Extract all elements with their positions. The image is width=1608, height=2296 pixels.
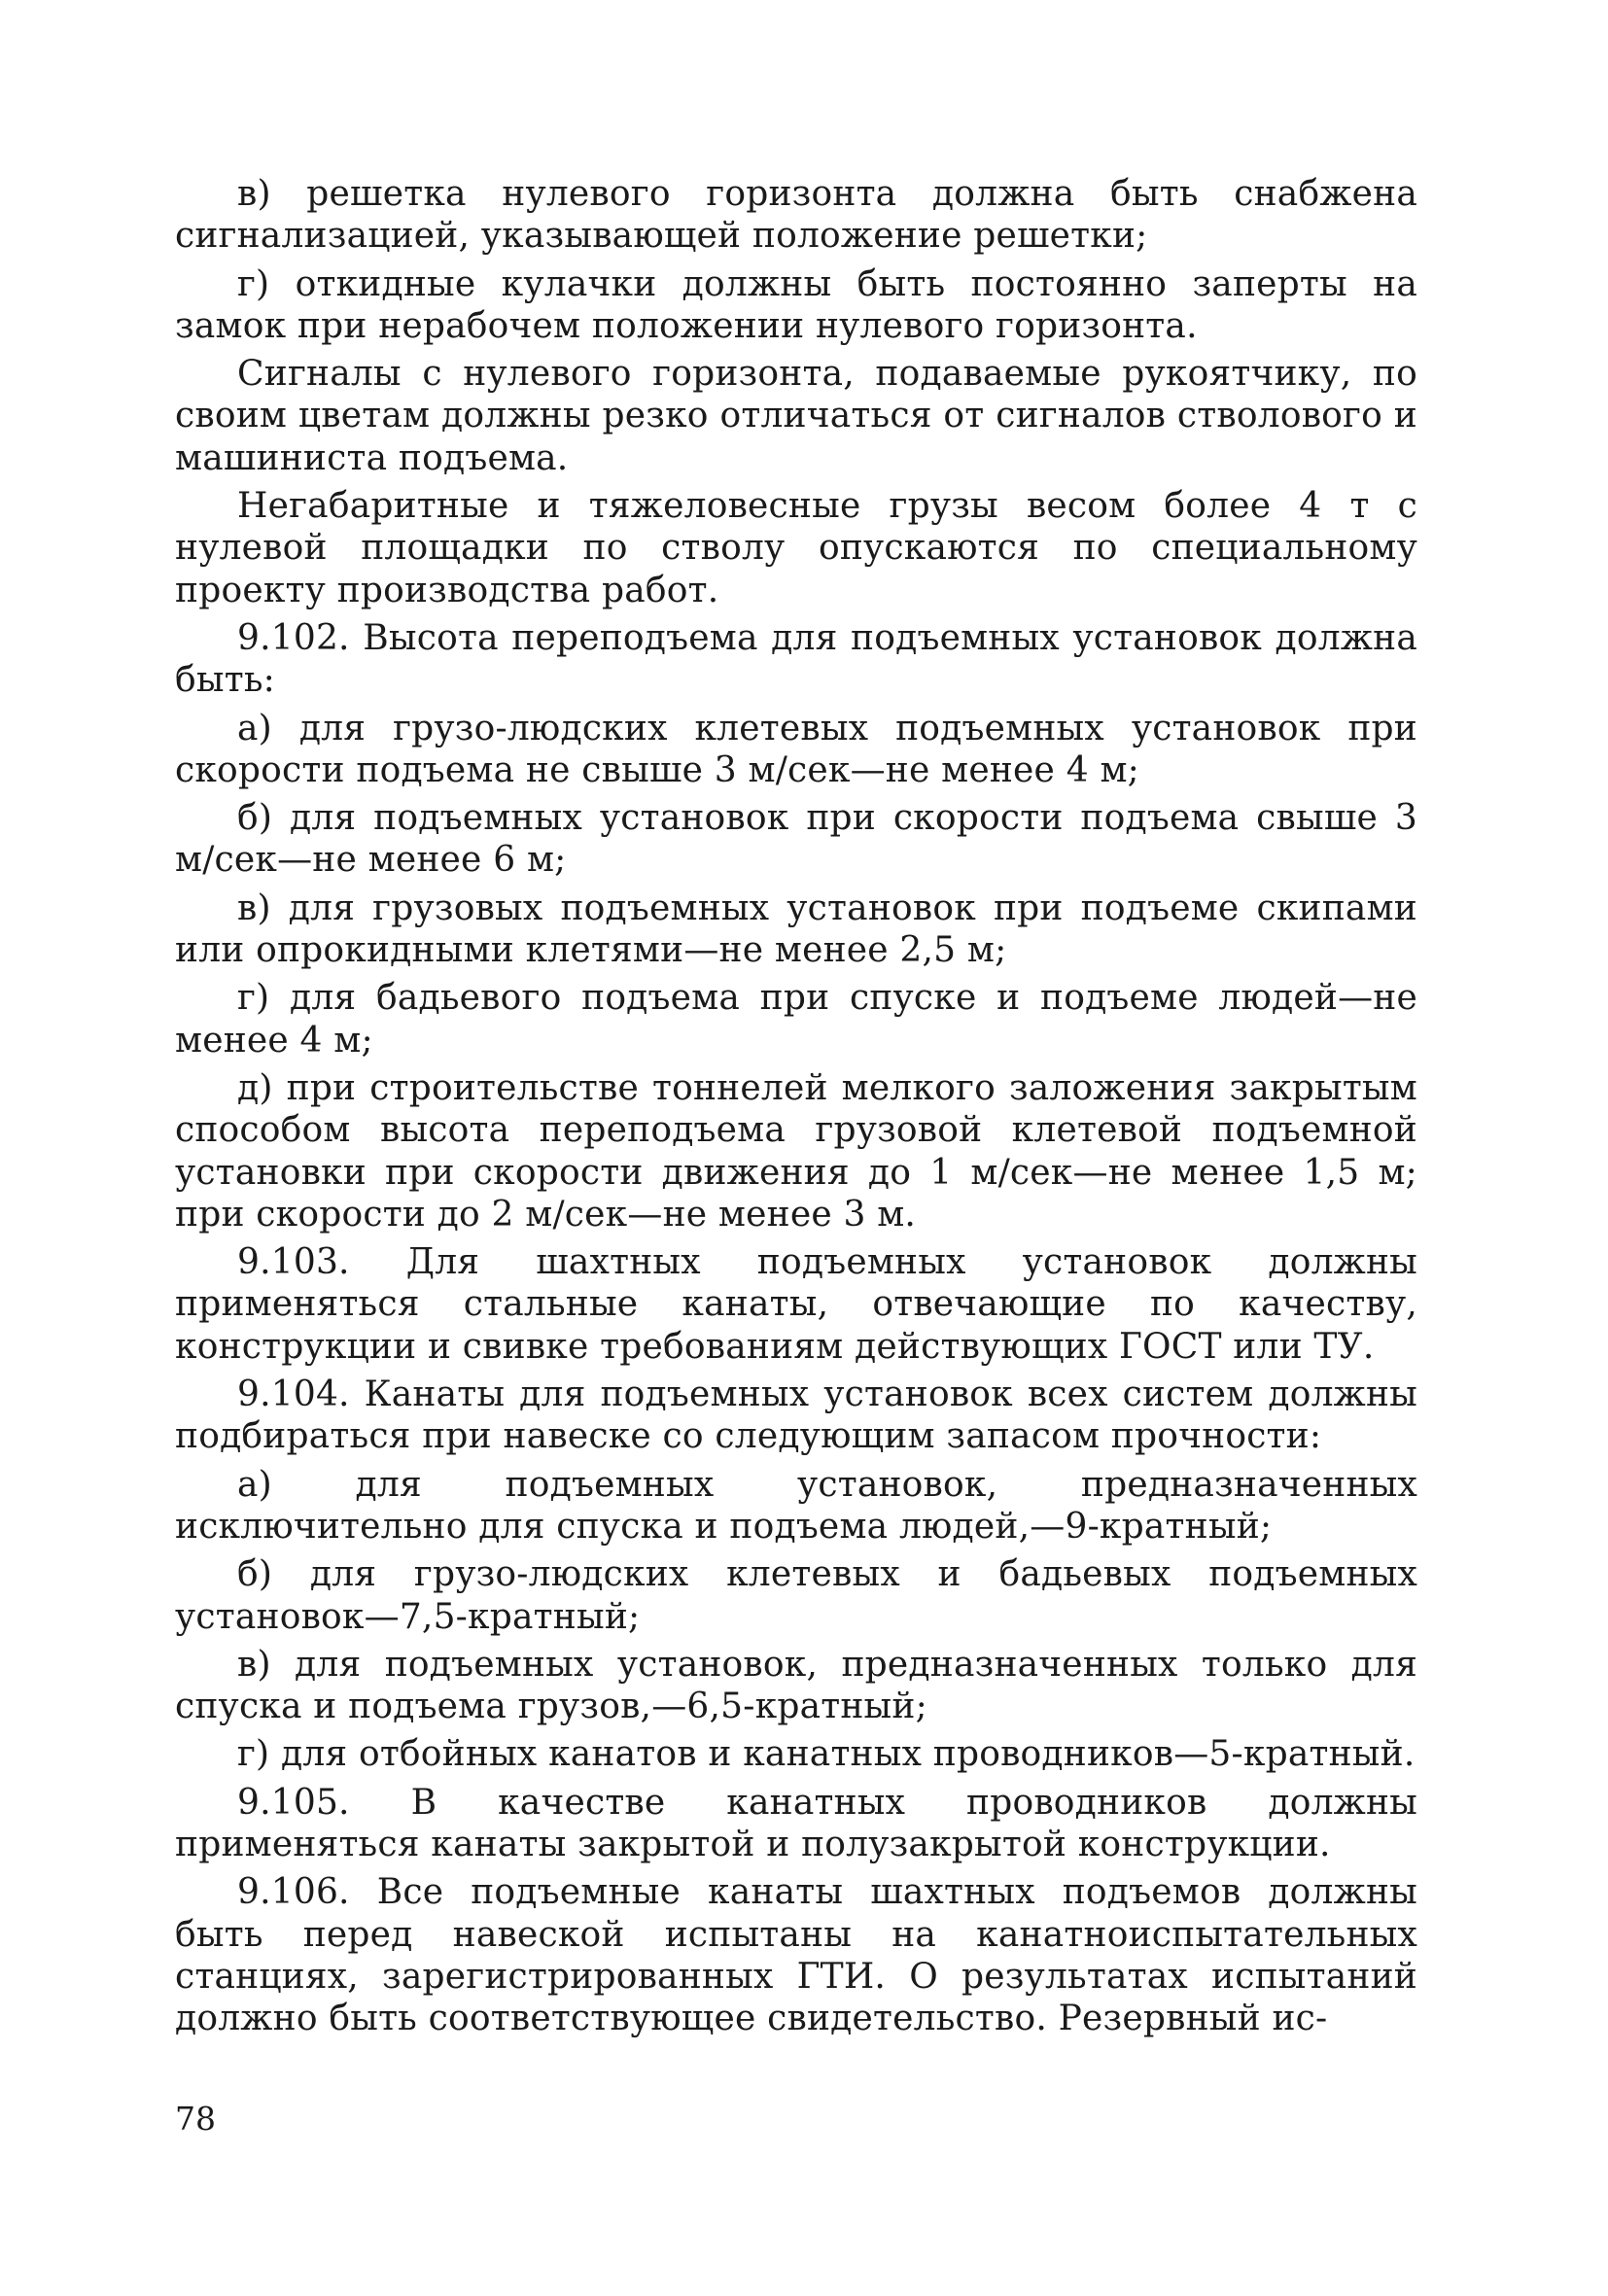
paragraph-9-104-g: г) для отбойных канатов и канатных проводников—5-кратный. [237,1734,1416,1775]
paragraph-9-104-v: в) для подъемных установок, предназначенных только для спуска и подъема грузов,—6,5-кратный; [175,1644,1417,1727]
paragraph-9-102-d: д) при строительстве тоннелей мелкого заложения закрытым способом высота переподъема грузовой клетевой подъемной установки при скорости движения до 1 м/сек—не менее 1,5 м; при скорости до 2 м/сек—не менее 3 м. [175,1067,1417,1235]
paragraph-9-102-heading: 9.102. Высота переподъема для подъемных установок должна быть: [175,617,1417,701]
paragraph-cams-locked: г) откидные кулачки должны быть постоянно заперты на замок при нерабочем положении нулевого горизонта. [175,263,1417,346]
paragraph-9-104-a: а) для подъемных установок, предназначенных исключительно для спуска и подъема людей,—9-кратный; [175,1464,1417,1547]
paragraph-signal-colors: Сигналы с нулевого горизонта, подаваемые рукоятчику, по своим цветам должны резко отличаться от сигналов стволового и машиниста подъема. [175,354,1417,478]
paragraph-9-102-g: г) для бадьевого подъема при спуске и подъеме людей—не менее 4 м; [175,978,1417,1061]
paragraph-9-103: 9.103. Для шахтных подъемных установок должны применяться стальные канаты, отвечающие по качеству, конструкции и свивке требованиям действующих ГОСТ или ТУ. [175,1242,1417,1367]
paragraph-9-102-b: б) для подъемных установок при скорости подъема свыше 3 м/сек—не менее 6 м; [175,798,1417,881]
page-number: 78 [175,2100,216,2138]
paragraph-9-102-a: а) для грузо-людских клетевых подъемных установок при скорости подъема не свыше 3 м/сек—не менее 4 м; [175,708,1417,790]
paragraph-9-105: 9.105. В качестве канатных проводников должны применяться канаты закрытой и полузакрытой конструкции. [175,1782,1417,1864]
paragraph-9-106: 9.106. Все подъемные канаты шахтных подъемов должны быть перед навеской испытаны на канатноиспытательных станциях, зарегистрированных ГТИ. О результатах испытаний должно быть соответствующее свидетельство. Резервный ис- [175,1872,1417,2039]
paragraph-9-104-b: б) для грузо-людских клетевых и бадьевых подъемных установок—7,5-кратный; [175,1554,1417,1637]
paragraph-oversize-cargo: Негабаритные и тяжеловесные грузы весом более 4 т с нулевой площадки по стволу опускаются по специальному проекту производства работ. [175,486,1417,610]
paragraph-grate-signal: в) решетка нулевого горизонта должна быть снабжена сигнализацией, указывающей положение решетки; [175,174,1417,257]
paragraph-9-104-heading: 9.104. Канаты для подъемных установок всех систем должны подбираться при навеске со следующим запасом прочности: [175,1374,1417,1457]
paragraph-9-102-v: в) для грузовых подъемных установок при подъеме скипами или опрокидными клетями—не менее 2,5 м; [175,887,1417,971]
body-text [175,173,1417,2039]
